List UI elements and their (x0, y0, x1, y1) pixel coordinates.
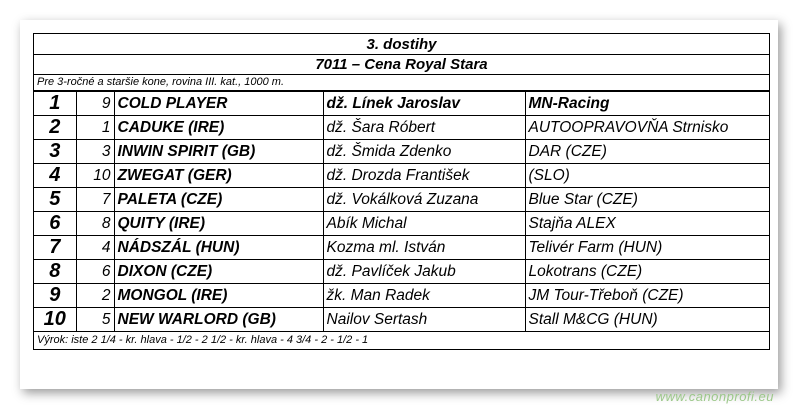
table-row (34, 284, 769, 308)
owner-name: Lokotrans (CZE) (525, 260, 769, 284)
results-sheet (20, 20, 778, 389)
finish-position: 10 (34, 308, 76, 332)
race-results-document (33, 33, 770, 350)
table-row (34, 164, 769, 188)
start-number: 6 (76, 260, 114, 284)
horse-name: DIXON (CZE) (114, 260, 323, 284)
watermark: www.canonprofi.eu (655, 389, 774, 404)
horse-name: ZWEGAT (GER) (114, 164, 323, 188)
jockey-name: Abík Michal (323, 212, 525, 236)
horse-name: QUITY (IRE) (114, 212, 323, 236)
finish-position: 6 (34, 212, 76, 236)
table-row (34, 212, 769, 236)
finish-position: 8 (34, 260, 76, 284)
horse-name: COLD PLAYER (114, 92, 323, 116)
owner-name: Stajňa ALEX (525, 212, 769, 236)
jockey-name: dž. Vokálková Zuzana (323, 188, 525, 212)
table-row (34, 116, 769, 140)
horse-name: CADUKE (IRE) (114, 116, 323, 140)
start-number: 1 (76, 116, 114, 140)
start-number: 3 (76, 140, 114, 164)
finish-position: 1 (34, 92, 76, 116)
result-margins: Výrok: iste 2 1/4 - kr. hlava - 1/2 - 2 1/2 - kr. hlava - 4 3/4 - 2 - 1/2 - 1 (34, 332, 769, 350)
owner-name: JM Tour-Třeboň (CZE) (525, 284, 769, 308)
owner-name: Blue Star (CZE) (525, 188, 769, 212)
start-number: 9 (76, 92, 114, 116)
jockey-name: dž. Drozda František (323, 164, 525, 188)
owner-name: Telivér Farm (HUN) (525, 236, 769, 260)
finish-position: 4 (34, 164, 76, 188)
table-row (34, 308, 769, 332)
horse-name: NÁDSZÁL (HUN) (114, 236, 323, 260)
start-number: 2 (76, 284, 114, 308)
horse-name: NEW WARLORD (GB) (114, 308, 323, 332)
horse-name: MONGOL (IRE) (114, 284, 323, 308)
jockey-name: dž. Šara Róbert (323, 116, 525, 140)
owner-name: (SLO) (525, 164, 769, 188)
finish-position: 5 (34, 188, 76, 212)
start-number: 10 (76, 164, 114, 188)
horse-name: INWIN SPIRIT (GB) (114, 140, 323, 164)
race-name: 7011 – Cena Royal Stara (34, 55, 769, 75)
race-number-title: 3. dostihy (34, 34, 769, 55)
jockey-name: žk. Man Radek (323, 284, 525, 308)
finish-position: 3 (34, 140, 76, 164)
finish-position: 9 (34, 284, 76, 308)
table-row (34, 92, 769, 116)
finish-position: 7 (34, 236, 76, 260)
race-conditions: Pre 3-ročné a staršie kone, rovina III. kat., 1000 m. (34, 75, 769, 91)
horse-name: PALETA (CZE) (114, 188, 323, 212)
table-row (34, 188, 769, 212)
start-number: 7 (76, 188, 114, 212)
jockey-name: dž. Pavlíček Jakub (323, 260, 525, 284)
jockey-name: Nailov Sertash (323, 308, 525, 332)
start-number: 4 (76, 236, 114, 260)
start-number: 5 (76, 308, 114, 332)
jockey-name: Kozma ml. István (323, 236, 525, 260)
table-row (34, 260, 769, 284)
table-row (34, 236, 769, 260)
owner-name: Stall M&CG (HUN) (525, 308, 769, 332)
owner-name: MN-Racing (525, 92, 769, 116)
start-number: 8 (76, 212, 114, 236)
owner-name: AUTOOPRAVOVŇA Strnisko (525, 116, 769, 140)
finish-position: 2 (34, 116, 76, 140)
jockey-name: dž. Šmida Zdenko (323, 140, 525, 164)
results-table (34, 91, 769, 332)
table-row (34, 140, 769, 164)
jockey-name: dž. Línek Jaroslav (323, 92, 525, 116)
owner-name: DAR (CZE) (525, 140, 769, 164)
